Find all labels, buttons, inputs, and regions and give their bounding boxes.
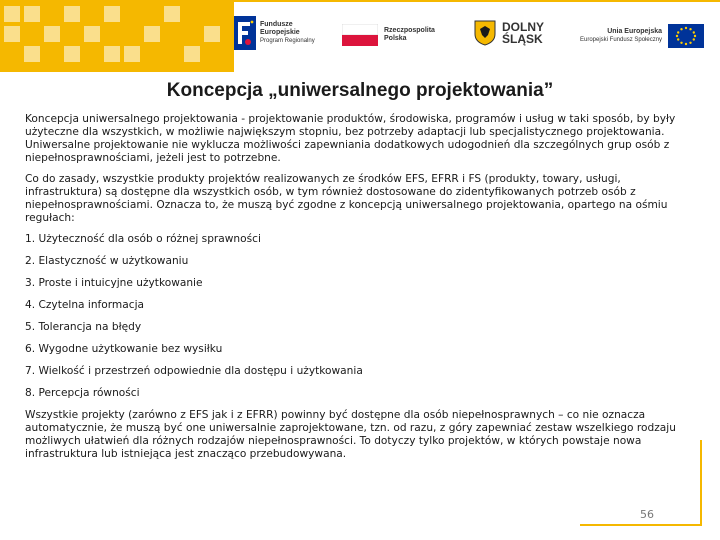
logo-rp-line1: Rzeczpospolita — [384, 27, 435, 34]
page-number: 56 — [640, 508, 654, 521]
logo-ue-line1: Unia Europejska — [607, 28, 663, 35]
dolny-slask-crest-icon — [474, 20, 496, 46]
rule-item: 7. Wielkość i przestrzeń odpowiednie dla dostępu i użytkowania — [25, 365, 363, 377]
rule-item: 4. Czytelna informacja — [25, 299, 144, 311]
logo-unia-europejska — [580, 24, 704, 48]
decorative-squares — [0, 0, 240, 72]
logo-fe-line3: Program Regionalny — [260, 38, 315, 44]
footer-decor-vertical — [700, 440, 702, 526]
logo-strip — [234, 2, 720, 72]
logo-fundusze-europejskie — [234, 16, 315, 50]
eu-flag-icon — [668, 24, 704, 48]
logo-rzeczpospolita-polska — [342, 24, 435, 46]
rule-item: 6. Wygodne użytkowanie bez wysiłku — [25, 343, 223, 355]
fundusze-europejskie-icon — [234, 16, 256, 50]
rule-item: 1. Użyteczność dla osób o różnej sprawności — [25, 233, 261, 245]
logo-ds-line2: ŚLĄSK — [502, 32, 543, 46]
logo-dolny-slask — [474, 20, 544, 46]
rules-list — [25, 233, 697, 400]
logo-rp-line2: Polska — [384, 35, 407, 42]
logo-fe-line2: Europejskie — [260, 29, 300, 36]
footer-decor-horizontal — [580, 524, 700, 526]
logo-ds-line1: DOLNY — [502, 20, 544, 34]
logo-fe-line1: Fundusze — [260, 21, 293, 28]
rule-item: 8. Percepcja równości — [25, 387, 140, 399]
rule-item: 5. Tolerancja na błędy — [25, 321, 142, 333]
polish-flag-icon — [342, 24, 378, 46]
page-title: Koncepcja „uniwersalnego projektowania” — [166, 80, 554, 101]
paragraph-closing: Wszystkie projekty (zarówno z EFS jak i z EFRR) powinny być dostępne dla osób niepełnosprawnych – co nie oznacza automatycznie, że muszą być one uniwersalnie zaprojektowane, tzn. od razu, z góry zapewniać zestaw wszelkiego rodzaju możliwych ułatwień dla różnych rodzajów niepełnosprawności. To dotyczy tylko projektów, w których powstaje nowa infrastruktura lub istniejąca jest znacząco przebudowywana. — [25, 409, 676, 460]
paragraph-definition: Koncepcja uniwersalnego projektowania - projektowanie produktów, środowiska, programów i usług w taki sposób, by były użyteczne dla wszystkich, w możliwie największym stopniu, bez potrzeby adaptacji lub specjalistycznego projektowania. Uniwersalne projektowanie nie wyklucza możliwości zapewniania dodatkowych udogodnień dla szczególnych grup osób z niepełnosprawnościami, jeżeli jest to potrzebne. — [25, 113, 676, 164]
rule-item: 2. Elastyczność w użytkowaniu — [25, 255, 189, 267]
logo-ue-line2: Europejski Fundusz Społeczny — [580, 37, 663, 43]
paragraph-rules-intro: Co do zasady, wszystkie produkty projektów realizowanych ze środków EFS, EFRR i FS (produkty, towary, usługi, infrastruktura) są dostępne dla wszystkich osób, w tym również dostosowane do zidentyfikowanych potrzeb osób z niepełnosprawnościami. Oznacza to, że muszą być zgodne z koncepcją uniwersalnego projektowania, opartego na ośmiu regułach: — [25, 173, 668, 224]
main-content — [25, 113, 697, 469]
rule-item: 3. Proste i intuicyjne użytkowanie — [25, 277, 203, 289]
